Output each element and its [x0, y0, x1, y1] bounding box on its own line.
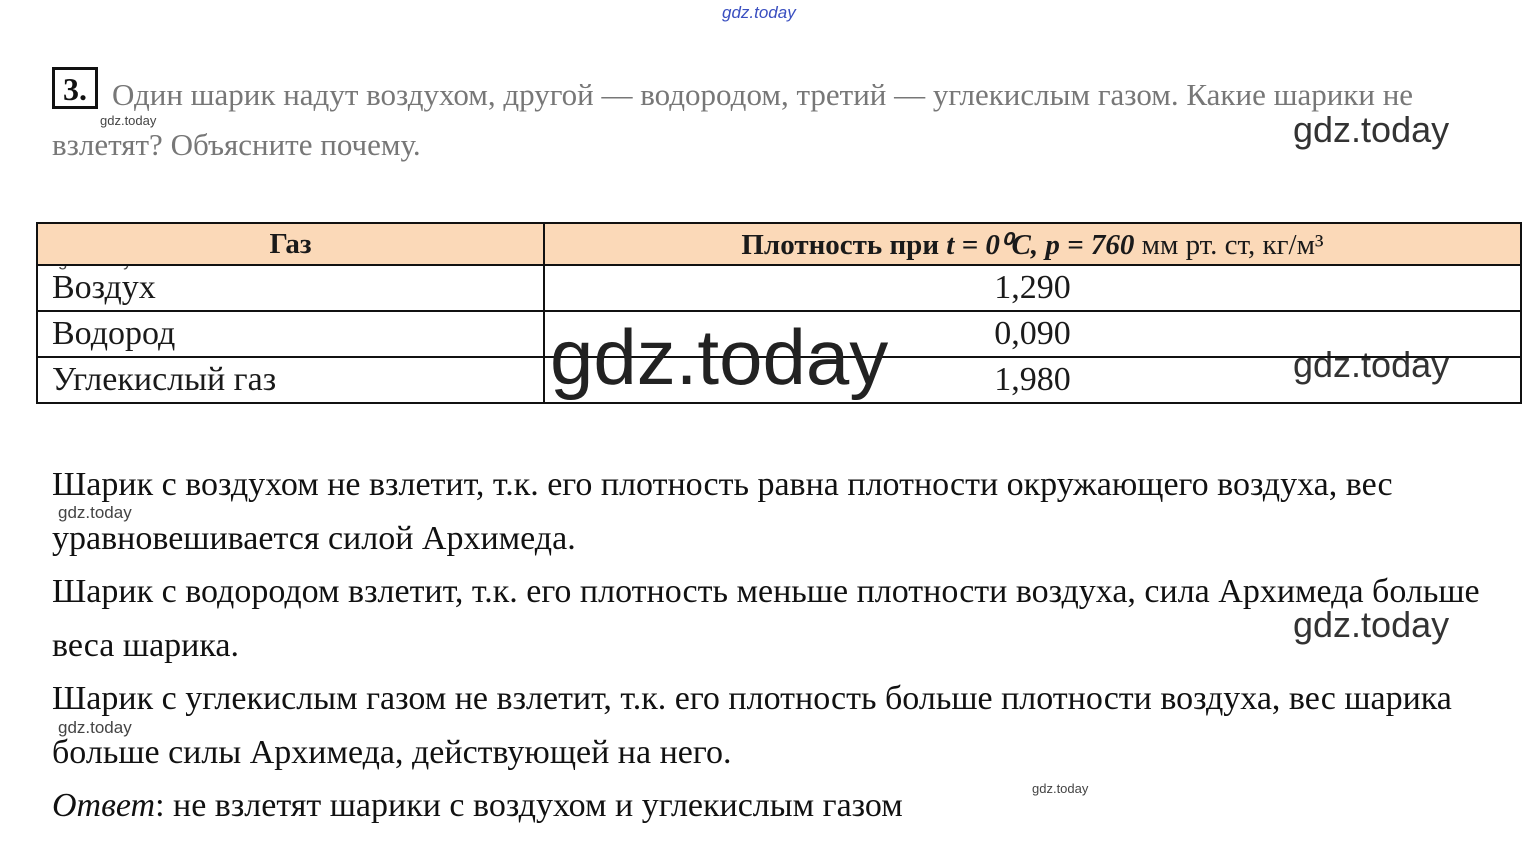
- watermark-big: gdz.today: [1293, 109, 1450, 150]
- header-gas: Газ: [37, 223, 544, 265]
- watermark-big: gdz.today: [1293, 344, 1450, 385]
- watermark-huge: gdz.today: [550, 313, 889, 401]
- gas-name: Водород: [37, 311, 544, 357]
- header-density-prefix: Плотность при: [741, 228, 947, 261]
- header-density: [544, 223, 1521, 265]
- answer-block: [52, 458, 1492, 833]
- answer-paragraph-air: Шарик с воздухом не взлетит, т.к. его плотность равна плотности окружающего воздуха, вес уравновешивается силой Архимеда.: [52, 466, 1393, 557]
- watermark-tiny: gdz.today: [1032, 781, 1089, 796]
- watermark-big: gdz.today: [1293, 604, 1450, 645]
- final-answer-text: : не взлетят шарики с воздухом и углекислым газом: [155, 787, 903, 824]
- gas-density: 1,290: [544, 265, 1521, 311]
- watermark-tiny: gdz.today: [100, 113, 157, 128]
- table-row: [37, 265, 1521, 311]
- header-density-math: t = 0⁰C, p = 760: [946, 228, 1135, 261]
- header-density-suffix: мм рт. ст, кг/м³: [1134, 228, 1324, 261]
- answer-paragraph-hydrogen: Шарик с водородом взлетит, т.к. его плотность меньше плотности воздуха, сила Архимеда больше веса шарика.: [52, 573, 1480, 664]
- task-number: 3.: [52, 67, 98, 109]
- task-text: Один шарик надут воздухом, другой — водородом, третий — углекислым газом. Какие шарики не взлетят? Объясните почему.: [52, 77, 1414, 162]
- final-answer-label: Ответ: [52, 787, 156, 824]
- answer-paragraph-co2: Шарик с углекислым газом не взлетит, т.к. его плотность больше плотности воздуха, вес шарика больше силы Архимеда, действующей на него.: [52, 680, 1452, 771]
- table-header-row: [37, 223, 1521, 265]
- final-answer: [52, 779, 1492, 833]
- gas-name: Воздух: [37, 265, 544, 311]
- gas-density: 1,980: [544, 357, 1521, 403]
- watermark-top: gdz.today: [722, 3, 796, 22]
- gas-name: Углекислый газ: [37, 357, 544, 403]
- watermark-small: gdz.today: [58, 503, 132, 522]
- gas-density: 0,090: [544, 311, 1521, 357]
- watermark-small: gdz.today: [58, 718, 132, 737]
